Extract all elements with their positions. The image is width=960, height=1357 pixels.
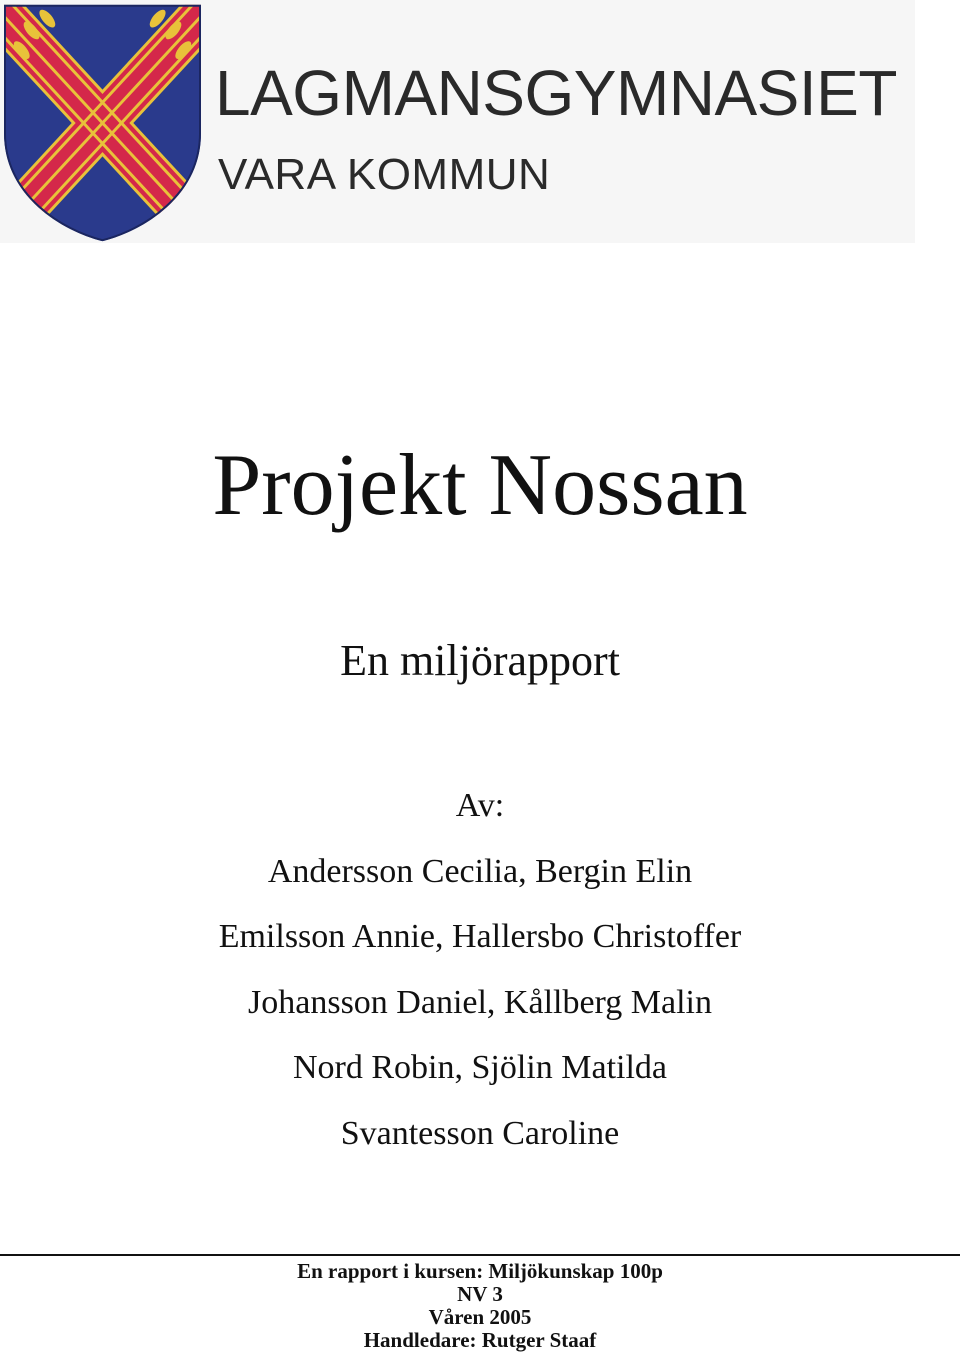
footer (0, 1260, 960, 1352)
coat-of-arms-icon (4, 4, 201, 242)
course-line: En rapport i kursen: Miljökunskap 100p (297, 1259, 663, 1283)
document-subtitle: En miljörapport (340, 636, 620, 685)
author-line: Svantesson Caroline (340, 1114, 620, 1152)
school-logo-banner (0, 0, 915, 243)
supervisor-line: Handledare: Rutger Staaf (363, 1328, 597, 1352)
school-name: LAGMANSGYMNASIET (215, 57, 897, 129)
author-list (0, 784, 960, 1177)
author-line: Johansson Daniel, Kållberg Malin (248, 983, 712, 1021)
class-line: NV 3 (457, 1282, 503, 1306)
term-line: Våren 2005 (428, 1305, 532, 1329)
document-title: Projekt Nossan (212, 437, 748, 534)
author-line: Andersson Cecilia, Bergin Elin (267, 852, 693, 890)
authors-label: Av: (455, 787, 505, 824)
author-line: Nord Robin, Sjölin Matilda (293, 1049, 667, 1086)
municipality-name: VARA KOMMUN (218, 150, 551, 199)
author-line: Emilsson Annie, Hallersbo Christoffer (218, 918, 742, 955)
footer-divider (0, 1254, 960, 1256)
